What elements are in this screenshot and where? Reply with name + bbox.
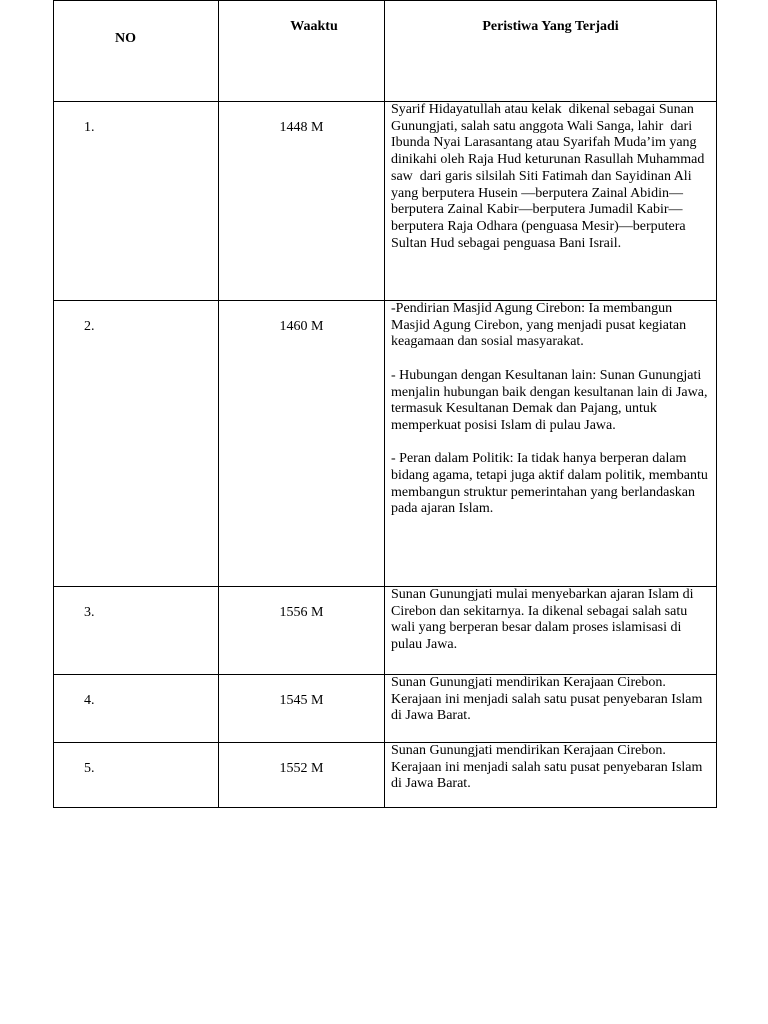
row-event bbox=[385, 102, 717, 301]
header-event: Peristiwa Yang Terjadi bbox=[385, 1, 717, 102]
table-row bbox=[54, 587, 717, 675]
event-paragraph: Sunan Gunungjati mendirikan Kerajaan Cirebon. Kerajaan ini menjadi salah satu pusat penyebaran Islam di Jawa Barat. bbox=[391, 675, 706, 724]
row-event bbox=[385, 301, 717, 587]
row-time: 1556 M bbox=[219, 587, 385, 675]
table-row bbox=[54, 301, 717, 587]
row-time: 1448 M bbox=[219, 102, 385, 301]
row-time: 1552 M bbox=[219, 743, 385, 808]
history-table bbox=[53, 0, 717, 808]
row-number: 4. bbox=[54, 675, 219, 743]
row-time: 1460 M bbox=[219, 301, 385, 587]
table-row bbox=[54, 675, 717, 743]
header-time: Waaktu bbox=[219, 1, 385, 102]
row-number: 5. bbox=[54, 743, 219, 808]
event-paragraph: Sunan Gunungjati mulai menyebarkan ajaran Islam di Cirebon dan sekitarnya. Ia dikenal sebagai salah satu wali yang berperan besar dalam proses islamisasi di pulau Jawa. bbox=[391, 587, 697, 653]
event-paragraph: - Hubungan dengan Kesultanan lain: Sunan Gunungjati menjalin hubungan baik dengan kesultanan lain di Jawa, termasuk Kesultanan Demak dan Pajang, untuk memperkuat posisi Islam di pulau Jawa. bbox=[391, 367, 711, 433]
event-paragraph: -Pendirian Masjid Agung Cirebon: Ia membangun Masjid Agung Cirebon, yang menjadi pusat kegiatan keagamaan dan sosial masyarakat. bbox=[391, 301, 690, 350]
row-time: 1545 M bbox=[219, 675, 385, 743]
event-paragraph: - Peran dalam Politik: Ia tidak hanya berperan dalam bidang agama, tetapi juga aktif dalam politik, membantu membangun struktur pemerintahan yang berlandaskan pada ajaran Islam. bbox=[391, 451, 712, 517]
row-number: 2. bbox=[54, 301, 219, 587]
event-paragraph: Sunan Gunungjati mendirikan Kerajaan Cirebon. Kerajaan ini menjadi salah satu pusat penyebaran Islam di Jawa Barat. bbox=[391, 743, 706, 792]
row-number: 1. bbox=[54, 102, 219, 301]
header-no: NO bbox=[54, 1, 219, 102]
event-paragraph: Syarif Hidayatullah atau kelak dikenal sebagai Sunan Gunungjati, salah satu anggota Wali Sanga, lahir dari Ibunda Nyai Larasantang atau Syarifah Muda’im yang dinikahi oleh Raja Hud keturunan Rasullah Muhammad saw dari garis silsilah Siti Fatimah dan Sayidinan Ali yang berputera Husein —berputera Zainal Abidin—berputera Zainal Kabir—berputera Jumadil Kabir—berputera Raja Odhara (penguasa Mesir)—berputera Sultan Hud sebagai penguasa Bani Israil. bbox=[391, 102, 708, 251]
table-row bbox=[54, 102, 717, 301]
row-number: 3. bbox=[54, 587, 219, 675]
table-header-row bbox=[54, 1, 717, 102]
row-event bbox=[385, 743, 717, 808]
row-event bbox=[385, 675, 717, 743]
row-event bbox=[385, 587, 717, 675]
table-row bbox=[54, 743, 717, 808]
